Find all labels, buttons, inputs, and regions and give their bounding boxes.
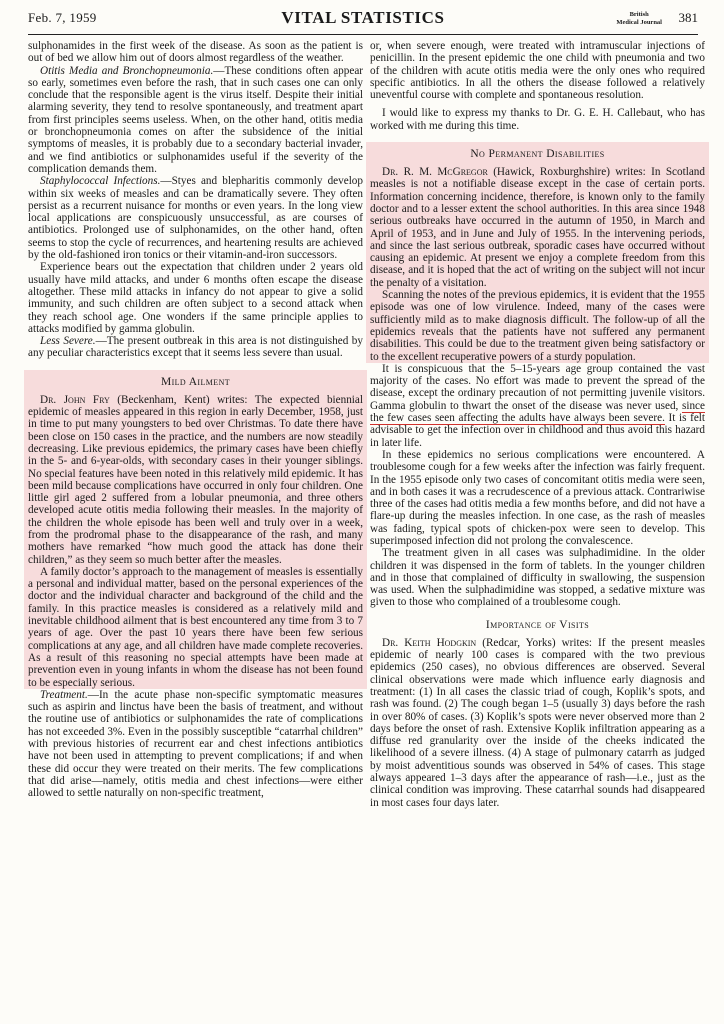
paragraph: Scanning the notes of the previous epidemics, it is evident that the 1955 episode was one of low virulence. Indeed, many of the cases were sufficiently mild as to make diagnosis difficult. The follow-up of all the epidemics reveals that the patients have not suffered any permanent disabilities. This could be due to the treatment given being satisfactory or to the excellent recuperative powers of a sturdy population. (370, 289, 705, 363)
right-column (370, 40, 705, 809)
paragraph: In these epidemics no serious complications were encountered. A troublesome cough for a few weeks after the infection was fairly frequent. In the 1955 episode only two cases of concomitant otitis media were seen, and in both cases it was a recrudescence of a previous attack. Contrariwise three of the cases had otitis media a few months before, and did not have a flare-up during the measles infection. In one case, as the rash of measles was fading, typical spots of chicken-pox were seen to develop. This superimposed infection did not prolong the convalescence. (370, 448, 705, 547)
paragraph-text: In Scotland measles is not a notifiable disease except in the case of certain ports. Information concerning incidence, therefore, is known only to the family doctor and to a lesser extent the school authorities. In this area since 1948 serious outbreaks have occurred in the autumn of 1950, in March and April of 1953, and in June and July of 1955. In the intervening periods, and since the last serious outbreak, sporadic cases have occurred without causing an epidemic. At present we enjoy a complete freedom from this disease, and it is hoped that the act of writing on the subject will not incur the penalty of a visitation. (370, 166, 705, 289)
paragraph-text: —In the acute phase non-specific symptomatic measures such as aspirin and linctus have been the basis of treatment, and without the routine use of antibiotics or sulphonamides the rate of complications has not exceeded 3%. Even in the possibly susceptible “catarrhal children” with previous histories of recurrent ear and chest infections antibiotics have not been used in attempting to prevent complications; if and when these did occur they were treated on their merits. The few complications that did arise—namely, otitis media and chest infections—were either allowed to settle naturally on non-specific treatment, (28, 688, 363, 800)
paragraph-text: If the present measles epidemic of nearly 100 cases is compared with the two previous epidemics (250 cases), no obvious differences are observed. Several clinical observations were made which influence early diagnosis and treatment: (1) In all cases the classic triad of cough, Koplik’s spots, and rash was found. (2) The cough began 1–5 (usually 3) days before the rash in over 80% of cases. (3) Koplik’s spots were never observed more than 2 days before the onset of rash. Extensive Koplik infiltration appearing as a diffuse red granularity over the inside of the cheeks indicated the likelihood of a severe illness. (4) A stage of pulmonary catarrh as judged by moist adventitious sounds was observed in 54% of cases. This stage always appeared 1–3 days after the appearance of rash—i.e., just as the clinical condition was improving. These catarrhal sounds had disappeared in most cases four days later. (370, 636, 705, 809)
run-in-heading: Otitis Media and Bronchopneumonia. (40, 64, 214, 77)
author-name: Dr. John Fry (40, 393, 110, 406)
paragraph: sulphonamides in the first week of the disease. As soon as the patient is out of bed we allow him out of doors almost regardless of the weather. (28, 40, 363, 65)
paragraph-less-severe (28, 335, 363, 360)
paragraph-text: —The present outbreak in this area is not distinguished by any peculiar characteristics except that it seems less severe than usual. (28, 335, 363, 360)
header-title: VITAL STATISTICS (281, 8, 445, 27)
paragraph-staph (28, 175, 363, 261)
section-heading: Mild Ailment (160, 375, 231, 388)
paragraph-mcgregor (370, 166, 705, 289)
paragraph-text: It is felt advisable to get the infection over in childhood and thus avoid this hazard in later life. (370, 412, 705, 449)
section-heading: No Permanent Disabilities (470, 148, 605, 161)
header-journal-line1: British (629, 11, 649, 18)
paragraph-text: —Styes and blepharitis commonly develop within six weeks of measles and can be dramatically severe. They often persist as a recurrent nuisance for months or even years. In the long view local applications are conspicuously unsuccessful, as are courses of antibiotics. Prolonged use of sulphonamides, on the other hand, often seems to stop the cycle of recurrences, and heartening results are achieved by the old-fashioned iron tonics or their vitamin-and-iron successors. (28, 175, 363, 262)
acknowledgement: I would like to express my thanks to Dr. G. E. H. Callebaut, who has worked with me during this time. (370, 107, 705, 132)
paragraph-treatment (28, 689, 363, 800)
paragraph-text: It is conspicuous that the 5–15-years age group contained the vast majority of the cases. No effort was made to prevent the spread of the disease, except the ordinary precaution of not permitting juvenile visitors. Gamma globulin to thwart the onset of the disease was never used, (370, 362, 705, 412)
underlined-sentence: since the few cases seen affecting the adults have always been severe. (370, 399, 705, 425)
paragraph: A family doctor’s approach to the management of measles is essentially a personal and individual matter, based on the personal experiences of the doctor and the individual character and background of the child and the family. In this practice measles is considered as a relatively mild and inevitable childhood ailment that is best encountered any time from 3 to 7 years of age. Over the past 10 years there have been few serious complications at any age, and all children have made complete recoveries. As a result of this reasoning no special attempts have been made at prevention even in young infants in whom the disease has not been found to be especially serious. (28, 565, 363, 689)
header-page-number: 381 (678, 10, 698, 25)
author-place: (Redcar, Yorks) writes: (476, 636, 593, 649)
paragraph: Experience bears out the expectation that children under 2 years old usually have mild attacks, and under 6 months often escape the disease altogether. These mild attacks in infancy do not appear to give a solid immunity, and such children are often subject to a second attack when they reach school age. One wonders if the same principle applies to attacks modified by gamma globulin. (28, 261, 363, 335)
author-place: (Beckenham, Kent) writes: (109, 393, 248, 406)
section-heading: Importance of Visits (485, 618, 590, 631)
header-journal-name (616, 11, 662, 26)
header-journal-line2: Medical Journal (616, 18, 662, 26)
highlighted-section-mild-ailment (24, 370, 367, 689)
header-date: Feb. 7, 1959 (28, 10, 97, 25)
author-place: (Hawick, Roxburghshire) writes: (487, 166, 646, 179)
paragraph: or, when severe enough, were treated with intramuscular injections of penicillin. In the present epidemic the one child with pneumonia and two of the children with acute otitis media were the only ones who required specific antibiotics. In all the others the disease followed a relatively uneventful course with complete and spontaneous resolution. (370, 40, 705, 102)
running-header (28, 8, 698, 35)
paragraph-text: —These conditions often appear so early, sometimes even before the rash, that in such cases one can only conclude that the responsible agent is the virus itself. Despite their initial alarming severity, they tend to resolve spontaneously, and treatment apart from first principles seems useless. When, on the other hand, otitis media or bronchopneumonia comes on after the subsidence of the initial symptoms of measles, it is probably due to a secondary bacterial invader, and we find antibiotics or sulphonamides useful if the severity of the complication demands them. (28, 64, 364, 175)
paragraph: The treatment given in all cases was sulphadimidine. In the older children it was dispensed in the form of tablets. In the younger children and in those that complained of difficulty in swallowing, the suspension was used. When the sulphadimidine was stopped, a sedative mixture was given to those who complained of a troublesome cough. (370, 547, 705, 609)
author-name: Dr. R. M. McGregor (382, 166, 488, 179)
paragraph-conspicuous (370, 363, 705, 449)
highlighted-section-no-permanent-disabilities (366, 142, 709, 363)
run-in-heading: Treatment. (40, 688, 88, 701)
paragraph-hodgkin (370, 637, 705, 809)
author-name: Dr. Keith Hodgkin (382, 636, 477, 649)
paragraph-fry (28, 394, 363, 566)
run-in-heading: Staphylococcal Infections. (40, 175, 161, 188)
paragraph-text: The expected biennial epidemic of measles appeared in this region in early December, 1958, just in time to put many youngsters to bed over Christmas. To date there have been close on 150 cases in the practice, and the numbers are now steadily decreasing. Like previous epidemics, the primary cases have been chiefly in the 5- and 6-year-olds, with secondary cases in their younger siblings. No special features have been noted in this relatively mild epidemic. It has been mild because complications have occurred in only four children. One little girl aged 2 suffered from a lobular pneumonia, and three others developed acute otitis media following their measles. In the majority of the children the whole episode has been well and truly over in a week, from the prodromal phase to the disappearance of the rash, and many mothers have remarked “how much good the attack has done their children,” as they seem so much better after the measles. (28, 393, 363, 566)
paragraph-otitis (28, 65, 363, 176)
run-in-heading: Less Severe. (40, 335, 96, 348)
left-column (28, 40, 363, 800)
